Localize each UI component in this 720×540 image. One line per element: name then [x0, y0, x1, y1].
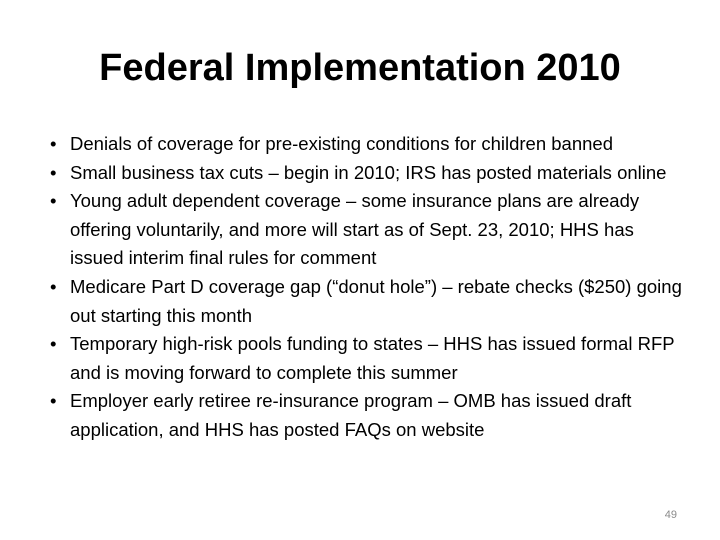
bullet-list [50, 130, 690, 445]
bullet-item [50, 130, 690, 159]
bullet-text: Medicare Part D coverage gap (“donut hole”) – rebate checks ($250) going out starting this month [70, 276, 682, 326]
bullet-dot-icon: • [50, 133, 57, 154]
bullet-text: Temporary high-risk pools funding to states – HHS has issued formal RFP and is moving forward to complete this summer [70, 333, 675, 383]
bullet-text: Denials of coverage for pre-existing conditions for children banned [70, 133, 613, 154]
bullet-item [50, 330, 690, 387]
bullet-text: Small business tax cuts – begin in 2010; IRS has posted materials online [70, 161, 667, 183]
bullet-text: Young adult dependent coverage – some insurance plans are already offering voluntarily, and more will start as of Sept. 23, 2010; HHS has issued interim final rules for comment [70, 190, 640, 269]
slide-title: Federal Implementation 2010 [99, 47, 621, 89]
bullet-item [50, 159, 690, 188]
page-number: 49 [664, 509, 677, 521]
bullet-dot-icon: • [50, 276, 57, 298]
bullet-item [50, 273, 690, 330]
bullet-dot-icon: • [50, 390, 57, 412]
bullet-text: Employer early retiree re-insurance program – OMB has issued draft application, and HHS has posted FAQs on website [70, 390, 632, 440]
bullet-dot-icon: • [50, 161, 57, 183]
bullet-item [50, 387, 690, 444]
bullet-dot-icon: • [50, 190, 57, 212]
bullet-item [50, 187, 690, 273]
bullet-dot-icon: • [50, 333, 57, 355]
